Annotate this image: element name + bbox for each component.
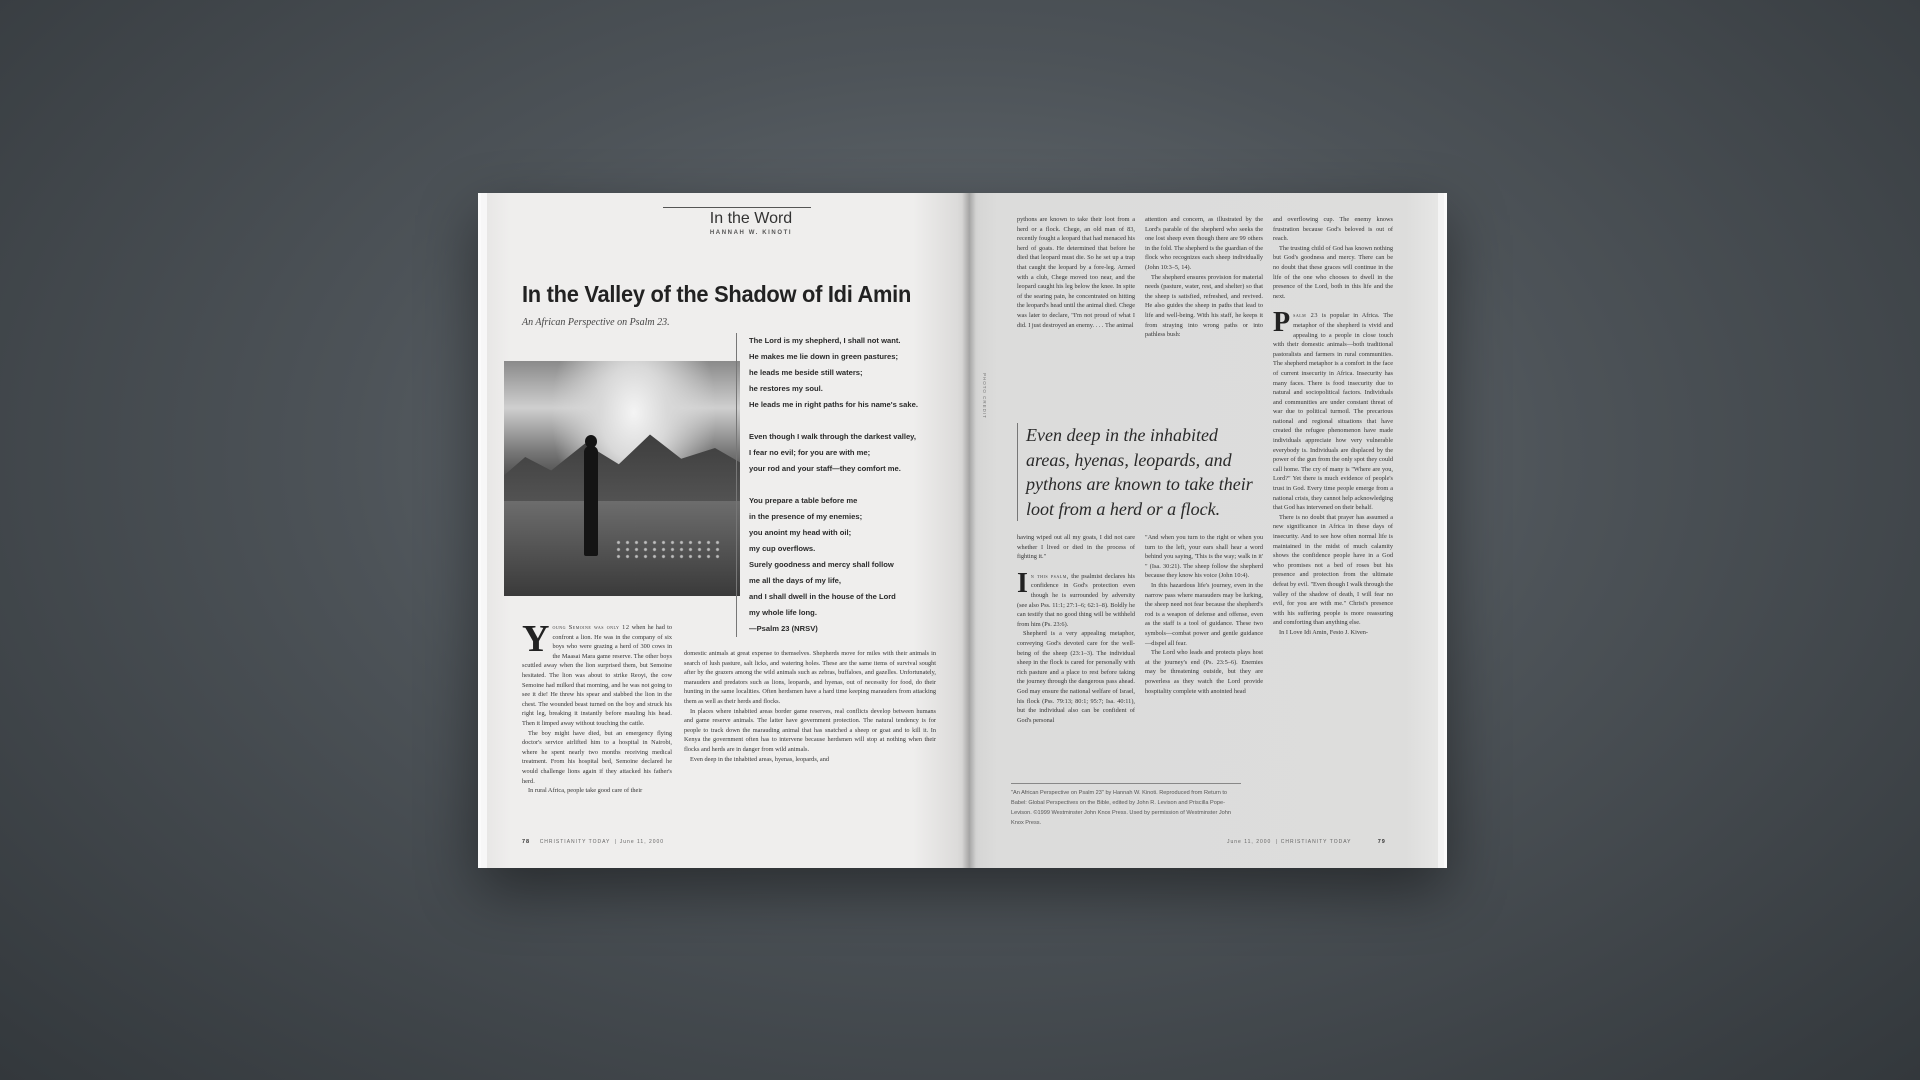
psalm-stanza-1 [749,333,959,413]
body-paragraph: Psalm 23 is popular in Africa. The metaphor of the shepherd is vivid and appealing to a people in close touch with their domestic animals—both traditional pastoralists and farmers in rural communities. The shepherd metaphor is a comfort in the face of current insecurity in Africa. Insecurity has many faces. There is food insecurity due to natural and sociopolitical factors. Individuals and communities are under constant threat of war due to political turmoil. The precarious national and regional situations that have created the refugee phenomenon have made individuals appreciate how very vulnerable everybody is. Individuals are displaced by the power of the gun from the only spot they could call home. The cry of many is "Where are you, Lord?" Yet there is much evidence of people's trust in God. Every time people emerge from a national crisis, they cannot help acknowledging that God has intervened on their behalf. [1273,307,1394,512]
body-paragraph: In rural Africa, people take good care of their [528,787,643,795]
drop-cap: I [1017,567,1028,599]
body-paragraph: attention and concern, as illustrated by the Lord's parable of the shepherd who seeks the one lost sheep even though there are 99 others in the fold. The shepherd is the guardian of the flock who recognizes each sheep individually (John 10:3–5, 14). [1145,216,1263,271]
lead-in: salm 23 [1293,312,1318,320]
body-paragraph: The boy might have died, but an emergency flying doctor's service airlifted him to a hospital in Nairobi, where he spent nearly two months receiving medical treatment. From his hospital bed, Semoine declared he would challenge lions again if they attacked his father's herd. [522,729,672,785]
folio-left: 78 CHRISTIANITY TODAY | June 11, 2000 [522,839,665,845]
body-paragraph: In this hazardous life's journey, even in the narrow pass where marauders may be lurking, the sheep need not fear because the shepherd's rod is a weapon of defense and offense, even as the staff is a tool of guidance. These two symbols—combat power and gentle guidance—dispel all fear. [1145,581,1263,647]
body-paragraph: The shepherd ensures provision for material needs (pasture, water, rest, and shelter) so that the sheep is satisfied, refreshed, and revived. He also guides the sheep in paths that lead to life and well-being. With his staff, he keeps it from straying into wrong paths or into pathless bush: [1145,273,1263,339]
psalm-line: You prepare a table before me [749,496,858,505]
body-paragraph: The Lord who leads and protects plays host at the journey's end (Ps. 23:5–6). Enemies may be threatening outside, but they are powerless as they watch the Lord provide hospitality complete with anointed head [1145,649,1263,695]
article-subtitle: An African Perspective on Psalm 23. [522,317,670,328]
section-label: In the Word [709,210,793,227]
psalm-line: and I shall dwell in the house of the Lord [749,592,896,601]
body-paragraph: In places where inhabited areas border game reserves, real conflicts develop between humans and game reserve animals. The latter have government protection. The natural tendency is for people to track down the marauding animal that has snatched a sheep or goat and to kill it. In Kenya the government often has to intervene because herdsmen will stop at nothing when their flocks and herds are in danger from wild animals. [684,707,936,753]
psalm-line: me all the days of my life, [749,576,842,585]
body-paragraph: having wiped out all my goats, I did not care whether I lived or died in the process of fighting it." [1017,534,1135,561]
body-column-r3 [1273,215,1393,638]
psalm-line: in the presence of my enemies; [749,512,863,521]
psalm-line: you anoint my head with oil; [749,528,852,537]
article-photo [504,361,740,596]
body-column-r2-top [1145,215,1263,340]
issue-date: June 11, 2000 [619,839,665,845]
body-paragraph: There is no doubt that prayer has assumed a new significance in Africa in these days of insecurity. And to see how often normal life is maintained in the midst of much calamity shows the confidence people have in a God who promises not a bed of roses but his presence and protection from the ultimate defeat by evil. "Even though I walk through the valley of the shadow of death, I will fear no evil, for you are with me." Christ's presence with his suffering people is more reassuring and comforting than anything else. [1273,513,1393,627]
psalm-line: my cup overflows. [749,544,816,553]
psalm-line: he leads me beside still waters; [749,368,863,377]
photo-credit-vertical: PHOTO CREDIT [982,373,987,419]
right-page [969,193,1447,868]
page-number: 78 [522,839,531,845]
folio-right: June 11, 2000 | CHRISTIANITY TODAY 79 [1227,839,1386,845]
psalm-line: your rod and your staff—they comfort me. [749,464,901,473]
magazine-spread [478,193,1444,868]
source-footnote: "An African Perspective on Psalm 23" by Hannah W. Kinoti. Reproduced from Return to Babel: Global Perspectives on the Bible, edited by John R. Levison and Priscilla Pope-Levison. ©1999 Westminster John Knox Press. Used by permission of Westminster John Knox Press. [1011,783,1241,828]
drop-cap: P [1273,307,1291,339]
body-paragraph: In I Love Idi Amin, Festo J. Kiven- [1279,628,1369,636]
left-page [478,193,972,868]
psalm-line: I fear no evil; for you are with me; [749,448,871,457]
body-paragraph: pythons are known to take their loot from a herd or a flock. Chege, an old man of 83, recently fought a leopard that had menaced his herd of goats. He determined that before he died that leopard must die. So he set up a trap that caught the leopard by a fore-leg. Armed with a club, Chege moved too near, and the leopard caught his leg below the knee. In spite of the searing pain, he concentrated on hitting the leopard's head until the animal died. Chege was later to declare, "I'm not proud of what I did. I just destroyed an enemy. . . . The animal [1017,216,1135,329]
body-paragraph: The trusting child of God has known nothing but God's goodness and mercy. There can be no doubt that these graces will continue in the life of the one who chooses to dwell in the presence of the Lord, both in this life and the next. [1273,244,1393,300]
psalm-line: He makes me lie down in green pastures; [749,352,898,361]
photo-flock [614,539,724,559]
body-paragraph: Young Semoine was only 12 when he had to confront a lion. He was in the company of six boys who were grazing a herd of 300 cows in the Maasai Mara game reserve. The other boys scuttled away when the lion surprised them, but Semoine hesitated. The lion was about to strike Reoyi, the cow Semoine had milked that morning, and he was not going to see it die! He threw his spear and stabbed the lion in the chest. The wounded beast turned on the boy and struck his right leg, breaking it instantly before mauling his head. Then it limped away without touching the cattle. [522,618,672,727]
section-heading [691,207,811,228]
body-column-r1-top [1017,215,1135,330]
body-paragraph: Shepherd is a very appealing metaphor, conveying God's devoted care for the well-being of the sheep (23:1–3). The individual sheep in the flock is cared for personally with rich pasture and a place to rest before taking the journey through the dangerous pass ahead. God may ensure the national welfare of Israel, his flock (Pss. 79:13; 80:1; 95:7; Isa. 40:11), but the individual also can be confident of God's personal [1017,630,1135,724]
body-paragraph: Even deep in the inhabited areas, hyenas, leopards, and [690,755,830,763]
pull-quote: Even deep in the inhabited areas, hyenas, leopards, and pythons are known to take their loot from a herd or a flock. [1017,423,1266,521]
psalm-attribution: —Psalm 23 (NRSV) [749,624,818,633]
psalm-excerpt [736,333,959,637]
photo-mountains [504,421,740,511]
body-paragraph: domestic animals at great expense to themselves. Shepherds move for miles with their animals in search of lush pasture, salt licks, and watering holes. These are the same items of survival sought after by the grazers among the wild animals such as zebras, buffaloes, and gazelles. Unfortunately, marauders and predators such as lions, leopards, and hyenas, out of necessity for food, do their hunting in the same localities. Often herdsmen have a hard time keeping marauders from attacking them as well as their herds and flocks. [684,650,936,705]
psalm-stanza-3 [749,493,959,621]
magazine-name: CHRISTIANITY TODAY [539,839,611,845]
psalm-line: The Lord is my shepherd, I shall not want. [749,336,901,345]
body-paragraph: and overflowing cup. The enemy knows frustration because God's beloved is out of reach. [1273,216,1393,243]
drop-cap: Y [522,618,550,660]
page-number: 79 [1377,839,1386,845]
lead-in: n this psalm, [1030,572,1069,580]
psalm-line: He leads me in right paths for his name's sake. [749,400,918,409]
body-column-2 [684,649,936,764]
byline: HANNAH W. KINOTI [709,230,793,236]
lead-in: oung Semoine was only 12 [552,624,630,631]
psalm-line: Surely goodness and mercy shall follow [749,560,894,569]
body-paragraph: In this psalm, the psalmist declares his confidence in God's protection even though he is surrounded by adversity (see also Pss. 11:1; 27:1–6; 62:1–8). Boldly he can testify that no good thing will be withheld from him (Ps. 23:6). [1017,567,1135,628]
magazine-name: CHRISTIANITY TODAY [1280,839,1352,845]
body-column-r1-bottom [1017,533,1135,725]
psalm-line: Even though I walk through the darkest valley, [749,432,916,441]
psalm-line: he restores my soul. [749,384,823,393]
article-title: In the Valley of the Shadow of Idi Amin [522,281,912,307]
photo-figure [584,446,598,556]
body-column-r2-bottom [1145,533,1263,696]
spread-gutter [962,193,976,868]
psalm-stanza-2 [749,429,959,477]
psalm-line: my whole life long. [749,608,817,617]
body-column-1 [522,618,672,796]
body-paragraph: "And when you turn to the right or when you turn to the left, your ears shall hear a word behind you saying, 'This is the way; walk in it' " (Isa. 30:21). The sheep follow the shepherd because they know his voice (John 10:4). [1145,534,1263,580]
issue-date: June 11, 2000 [1227,839,1272,845]
